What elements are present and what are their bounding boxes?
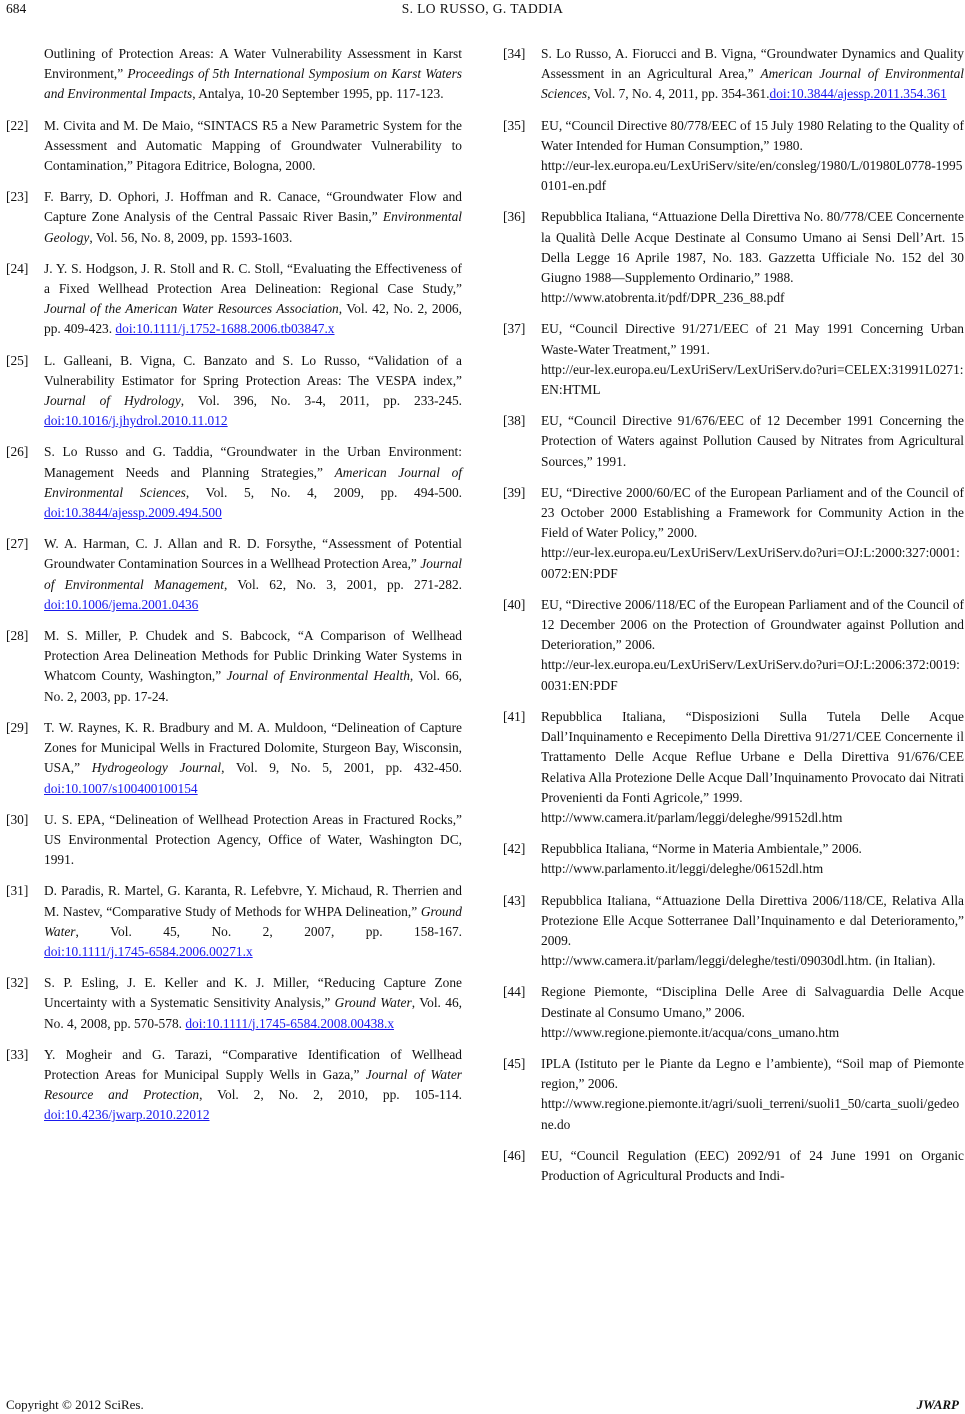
reference-source-title: Proceedings of 5th International Symposium on Karst Waters and Environmental Impacts [44,66,462,102]
reference-source-title: Environmental Geology [44,209,462,245]
reference-entry [6,44,462,105]
doi-link[interactable]: doi:10.1111/j.1745-6584.2006.00271.x [44,943,253,959]
reference-number: [33] [6,1046,29,1062]
reference-number: [38] [503,413,526,429]
reference-text: , Vol. 42, No. 2, 2006, pp. 409-423. [44,301,462,337]
reference-text: Y. Mogheir and G. Tarazi, “Comparative Identification of Wellhead Protection Areas for Municipal Supply Wells in Gaza,” [44,1046,462,1082]
reference-number: [35] [503,117,526,133]
reference-text: D. Paradis, R. Martel, G. Karanta, R. Lefebvre, Y. Michaud, R. Therrien and M. Nastev, “Comparative Study of Methods for WHPA Delineation,” [44,883,462,919]
reference-number: [23] [6,189,29,205]
reference-entry [503,319,964,400]
reference-number: [41] [503,708,526,724]
reference-text: , Antalya, 10-20 September 1995, pp. 117-123. [192,86,444,102]
reference-number: [34] [503,46,526,61]
reference-entry [503,707,964,828]
reference-text: J. Y. S. Hodgson, J. R. Stoll and R. C. Stoll, “Evaluating the Effectiveness of a Fixed Wellhead Protection Area Delineation: Regional Case Study,” [44,260,462,297]
doi-link[interactable]: doi:10.1016/j.jhydrol.2010.11.012 [44,413,228,429]
reference-source-title: American Journal of Environmental Sciences [541,66,964,102]
reference-entry [503,44,964,105]
reference-text: M. S. Miller, P. Chudek and S. Babcock, “A Comparison of Wellhead Protection Area Delineation Methods for Public Drinking Water Systems in Whatcom County, Washington,” [44,628,462,684]
reference-entry [6,442,462,523]
reference-number: [22] [6,117,29,133]
reference-number: [36] [503,209,526,225]
running-title: S. LO RUSSO, G. TADDIA [401,1,564,16]
reference-entry [6,116,462,177]
reference-number: [28] [6,628,29,644]
reference-text: Repubblica Italiana, “Attuazione Della Direttiva 2006/118/CE, Relativa Alla Protezione Elle Acque Sotterranee Dall’Inquinamento e dal Deterioramento,” 2009. [541,892,964,948]
reference-number: [27] [6,536,29,552]
reference-text: L. Galleani, B. Vigna, C. Banzato and S. Lo Russo, “Validation of a Vulnerability Estimator for Spring Protection Areas: The VESPA index,” [44,352,462,388]
doi-link[interactable]: doi:10.1111/j.1745-6584.2008.00438.x [185,1015,395,1031]
reference-entry [503,1054,964,1135]
reference-text: EU, “Directive 2006/118/EC of the European Parliament and of the Council of 12 December 2006 on the Protection of Groundwater against Pollution and Deterioration,” 2006. [541,596,964,653]
reference-entry [6,1045,462,1126]
reference-entry [6,810,462,871]
reference-entry [6,881,462,962]
reference-text: EU, “Directive 2000/60/EC of the European Parliament and of the Council of 23 October 2000 Establishing a Framework for Community Action in the Field of Water Policy,” 2000. [541,484,964,541]
reference-text: S. Lo Russo, A. Fiorucci and B. Vigna, “Groundwater Dynamics and Quality Assessment in an Agricultural Area,” [541,46,964,82]
reference-source-title: Hydrogeology Journal [91,760,222,776]
doi-link[interactable]: doi:10.1007/s100400100154 [44,780,198,796]
reference-url[interactable]: http://eur-lex.europa.eu/LexUriServ/LexUriServ.do?uri=OJ:L:2006:372:0019:0031:EN:PDF [541,657,960,693]
reference-source-title: Journal of Environmental Health [226,668,410,684]
reference-text: , Vol. 46, No. 4, 2008, pp. 570-578. [44,995,463,1031]
journal-abbreviation: JWARP [916,1397,959,1412]
reference-url[interactable]: http://www.parlamento.it/leggi/deleghe/06152dl.htm [541,861,824,877]
reference-text: S. P. Esling, J. E. Keller and K. J. Miller, “Reducing Capture Zone Uncertainty with a Systematic Sensitivity Analysis,” [44,975,462,1011]
reference-text: Repubblica Italiana, “Disposizioni Sulla Tutela Delle Acque Dall’Inquinamento e Recepimento Della Direttiva 91/271/CEE Concernente il Trattamento Delle Acque Reflue Urbane e Della Direttiva 91/676/CEE Relativa Alla Protezione Delle Acque Dall’Inquinamento Provocato dai Nitrati Provenienti da Fonti Agricole,” 1999. [541,708,964,805]
reference-entry [503,207,964,308]
doi-link[interactable]: doi:10.3844/ajessp.2011.354.361 [769,86,947,102]
references-left-column [6,44,462,1137]
reference-text: Regione Piemonte, “Disciplina Delle Aree di Salvaguardia Delle Acque Destinate al Consumo Umano,” 2006. [541,984,964,1020]
reference-text: , Vol. 9, No. 5, 2001, pp. 432-450. [221,760,462,776]
reference-number: [46] [503,1147,526,1163]
reference-number: [32] [6,975,29,991]
reference-number: [24] [6,260,29,276]
reference-entry [503,116,964,197]
reference-url[interactable]: http://www.camera.it/parlam/leggi/deleghe/testi/09030dl.htm. (in Italian). [541,953,936,969]
reference-number: [42] [503,841,526,857]
reference-number: [45] [503,1055,526,1071]
reference-entry [6,626,462,707]
reference-number: [44] [503,984,526,1000]
doi-link[interactable]: doi:10.4236/jwarp.2010.22012 [44,1107,210,1123]
reference-text: U. S. EPA, “Delineation of Wellhead Protection Areas in Fractured Rocks,” US Environmental Protection Agency, Office of Water, Washington DC, 1991. [44,811,462,868]
reference-text: EU, “Council Directive 80/778/EEC of 15 July 1980 Relating to the Quality of Water Intended for Human Consumption,” 1980. [541,117,964,153]
reference-number: [30] [6,811,29,827]
reference-text: Repubblica Italiana, “Norme in Materia Ambientale,” 2006. [541,841,862,857]
reference-source-title: American Journal of Environmental Sciences [44,464,462,500]
reference-text: IPLA (Istituto per le Piante da Legno e l’ambiente), “Soil map of Piemonte region,” 2006. [541,1055,964,1092]
page-header [0,0,965,24]
reference-entry [6,187,462,248]
reference-text: F. Barry, D. Ophori, J. Hoffman and R. Canace, “Groundwater Flow and Capture Zone Analysis of the Central Passaic River Basin,” [44,189,462,225]
reference-number: [40] [503,596,526,612]
doi-link[interactable]: doi:10.1111/j.1752-1688.2006.tb03847.x [115,321,335,337]
reference-text: EU, “Council Directive 91/676/EEC of 12 December 1991 Concerning the Protection of Waters against Pollution Caused by Nitrates from Agricultural Sources,” 1991. [541,413,964,469]
reference-number: [39] [503,484,526,500]
reference-number: [31] [6,883,29,899]
reference-source-title: Ground Water [334,995,412,1011]
reference-entry [503,839,964,879]
reference-entry [6,973,462,1034]
reference-number: [43] [503,892,526,908]
reference-url[interactable]: http://www.regione.piemonte.it/acqua/cons_umano.htm [541,1024,840,1040]
reference-number: [29] [6,719,29,735]
reference-url[interactable]: http://eur-lex.europa.eu/LexUriServ/site/en/consleg/1980/L/01980L0778-19950101-en.pdf [541,158,963,194]
reference-text: T. W. Raynes, K. R. Bradbury and M. A. Muldoon, “Delineation of Capture Zones for Municipal Wells in Fractured Dolomite, Sturgeon Bay, Wisconsin, USA,” [44,719,462,776]
reference-entry [6,351,462,432]
references-right-column [503,44,964,1197]
reference-source-title: Journal of Hydrology [44,393,181,409]
reference-text: M. Civita and M. De Maio, “SINTACS R5 a New Parametric System for the Assessment and Automatic Mapping of Groundwater Vulnerability to Contamination,” Pitagora Editrice, Bologna, 2000. [44,117,462,174]
page-number: 684 [6,1,27,16]
reference-source-title: Journal of the American Water Resources Association [44,301,339,317]
reference-entry [503,595,964,696]
reference-entry [503,982,964,1043]
reference-source-title: Journal of Environmental Management [44,556,462,592]
reference-text: , Vol. 45, No. 2, 2007, pp. 158-167. [75,923,462,939]
reference-text: , Vol. 5, No. 4, 2009, pp. 494-500. [185,484,462,500]
reference-number: [26] [6,444,29,460]
reference-entry [6,718,462,799]
doi-link[interactable]: doi:10.3844/ajessp.2009.494.500 [44,505,222,521]
reference-source-title: Ground Water [44,903,462,939]
reference-entry [503,1146,964,1186]
reference-url[interactable]: http://www.regione.piemonte.it/agri/suoli_terreni/suoli1_50/carta_suoli/gedeone.do [541,1096,960,1132]
reference-text: , Vol. 7, No. 4, 2011, pp. 354-361. [587,86,770,102]
copyright-notice: Copyright © 2012 SciRes. [6,1397,144,1412]
reference-url[interactable]: http://eur-lex.europa.eu/LexUriServ/LexUriServ.do?uri=OJ:L:2000:327:0001:0072:EN:PDF [541,545,960,581]
reference-number: [25] [6,352,29,368]
reference-text: EU, “Council Regulation (EEC) 2092/91 of 24 June 1991 on Organic Production of Agricultural Products and Indi- [541,1147,964,1183]
reference-text: S. Lo Russo and G. Taddia, “Groundwater in the Urban Environment: Management Needs and Planning Strategies,” [44,444,462,480]
reference-text: EU, “Council Directive 91/271/EEC of 21 May 1991 Concerning Urban Waste-Water Treatment,” 1991. [541,321,964,357]
reference-entry [6,259,462,340]
reference-entry [6,534,462,615]
reference-text: , Vol. 62, No. 3, 2001, pp. 271-282. [223,576,462,592]
reference-text: , Vol. 66, No. 2, 2003, pp. 17-24. [44,668,462,704]
reference-number: [37] [503,321,526,337]
reference-source-title: Journal of Water Resource and Protection [44,1066,462,1103]
reference-url[interactable]: http://eur-lex.europa.eu/LexUriServ/LexUriServ.do?uri=CELEX:31991L0271:EN:HTML [541,361,964,398]
reference-text: , Vol. 396, No. 3-4, 2011, pp. 233-245. [180,393,462,409]
reference-entry [503,411,964,472]
reference-entry [503,891,964,972]
page-footer [0,1397,965,1414]
doi-link[interactable]: doi:10.1006/jema.2001.0436 [44,596,199,612]
reference-url[interactable]: http://www.atobrenta.it/pdf/DPR_236_88.pdf [541,290,785,306]
reference-text: Repubblica Italiana, “Attuazione Della Direttiva No. 80/778/CEE Concernente la Qualità Delle Acque Destinate al Consumo Umano ai Sensi Dell’Art. 15 Della Legge 16 Aprile 1987, No. 183. Gazzetta Ufficiale No. 152 del 30 Giugno 1988—Supplemento Ordinario,” 1988. [541,209,964,286]
reference-text: , Vol. 56, No. 8, 2009, pp. 1593-1603. [89,229,293,245]
reference-url[interactable]: http://www.camera.it/parlam/leggi/deleghe/99152dl.htm [541,809,843,825]
reference-text: W. A. Harman, C. J. Allan and R. D. Forsythe, “Assessment of Potential Groundwater Contamination Sources in a Wellhead Protection Area,” [44,536,462,572]
reference-text: , Vol. 2, No. 2, 2010, pp. 105-114. [199,1087,462,1103]
reference-entry [503,483,964,584]
reference-text: Outlining of Protection Areas: A Water Vulnerability Assessment in Karst Environment,” [44,46,462,82]
